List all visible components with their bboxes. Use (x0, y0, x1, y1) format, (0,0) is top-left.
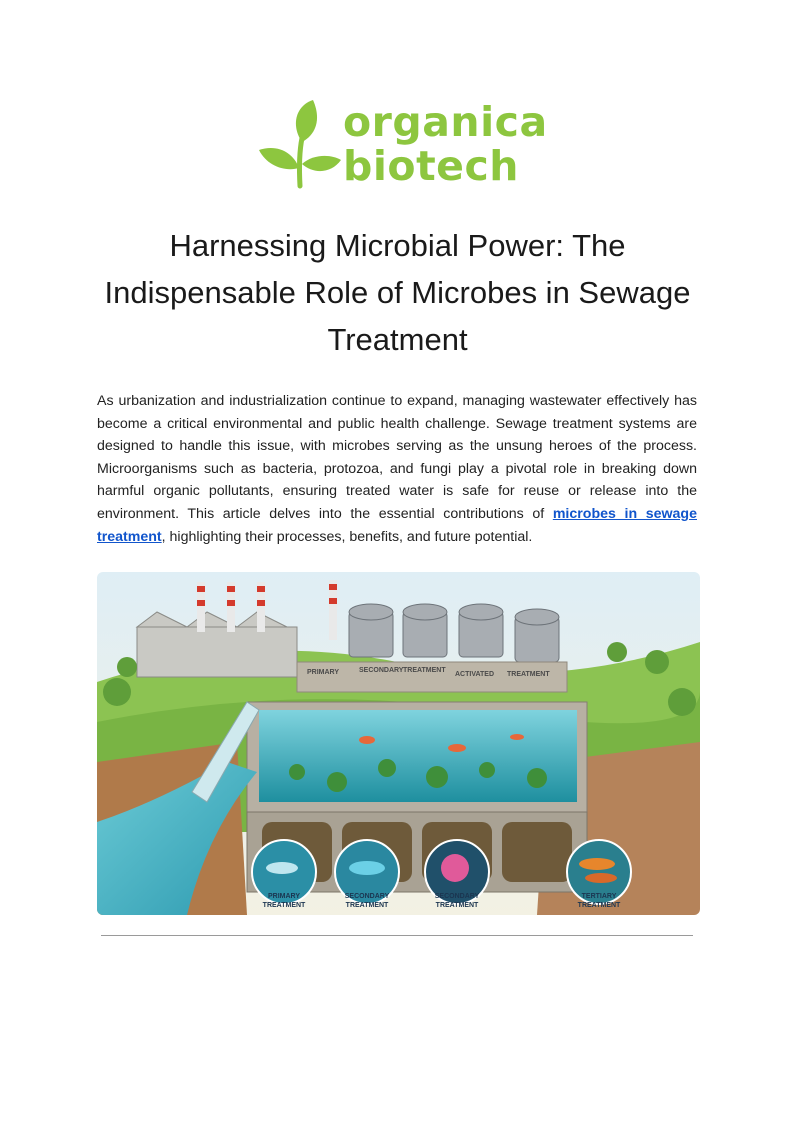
logo-wordmark-line1: organica (343, 98, 548, 146)
circle-label-2-line2: TREATMENT (345, 902, 389, 909)
article-title: Harnessing Microbial Power: The Indispensable Role of Microbes in Sewage Treatment (104, 228, 691, 357)
stage-label-4: ACTIVATED (455, 671, 495, 678)
circle-label-1-line1: PRIMARY (267, 893, 301, 900)
intro-text: As urbanization and industrialization continue to expand, managing wastewater effectively has become a critical environmental and public health challenge. Sewage treatment systems are designed to handle this issue, with microbes serving as the unsung heroes of the process. Microorganisms such as bacteria, protozoa, and fungi play a pivotal role in breaking down harmful organic pollutants, ensuring treated water is safe for reuse or release into the environment. This article delves into the essential contributions of (97, 393, 697, 522)
microbes-in-sewage-treatment-link[interactable]: microbes in sewage treatment (97, 505, 697, 545)
intro-paragraph (97, 390, 697, 548)
logo-wordmark-line2: biotech (343, 142, 519, 190)
leaf-sprout-icon (255, 98, 345, 192)
sewage-plant-diagram (97, 572, 700, 915)
circle-label-1-line2: TREATMENT (262, 902, 306, 909)
circle-label-3-line1: SECONDARY (434, 893, 480, 900)
circle-label-3-line2: TREATMENT (435, 902, 479, 909)
circle-label-2-line1: SECONDARY (344, 893, 390, 900)
circle-label-4-line2: TREATMENT (577, 902, 621, 909)
intro-text-end: , highlighting their processes, benefits, and future potential. (161, 528, 533, 545)
horizontal-divider (101, 935, 693, 936)
stage-label-1: PRIMARY (307, 669, 340, 676)
stage-label-2: SECONDARY (359, 667, 404, 674)
circle-label-4-line1: TERTIARY (581, 893, 617, 900)
stage-label-3: TREATMENT (403, 667, 446, 674)
stage-label-5: TREATMENT (507, 671, 550, 678)
sewage-treatment-illustration (97, 572, 700, 915)
organica-biotech-logo (255, 98, 548, 192)
